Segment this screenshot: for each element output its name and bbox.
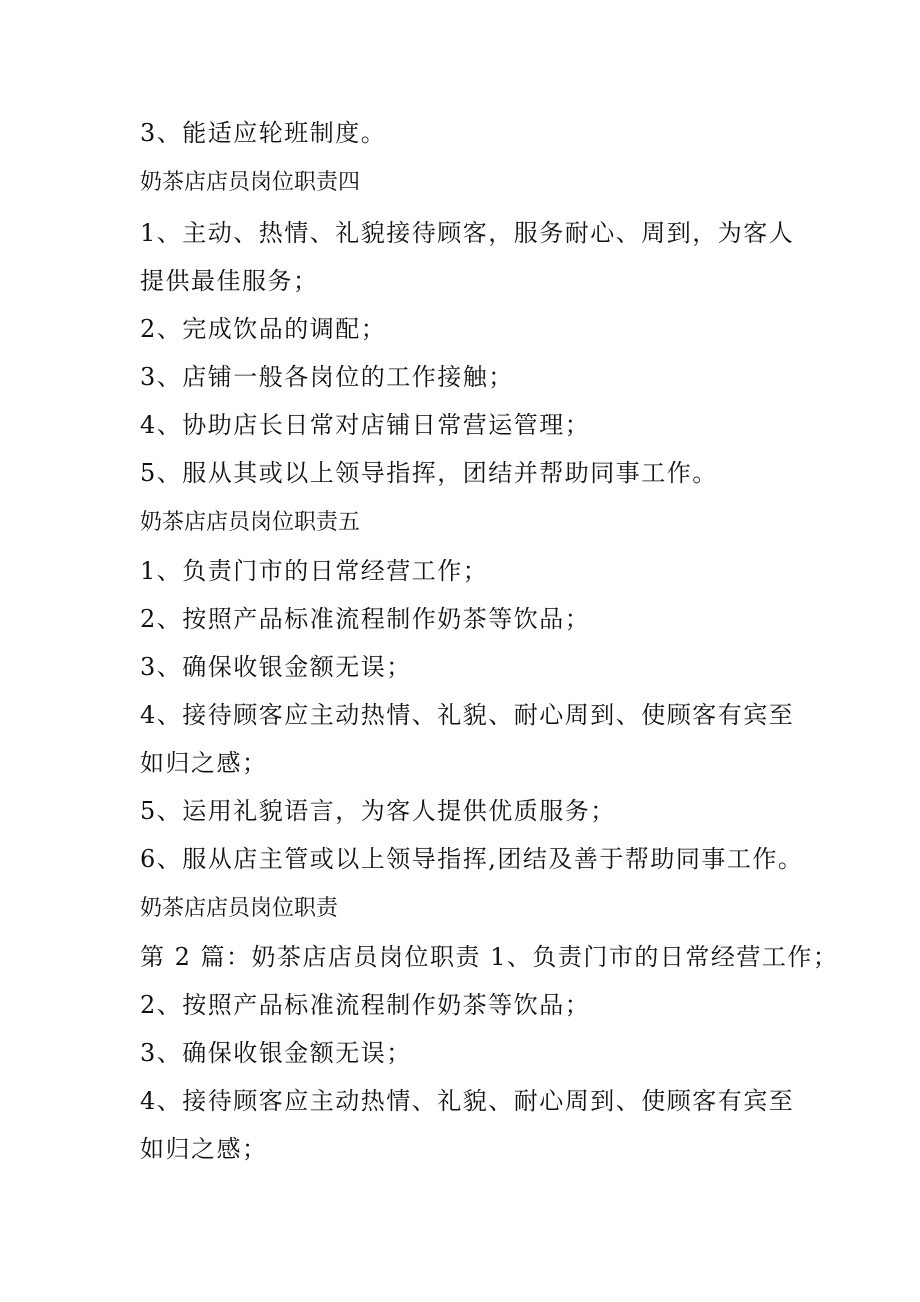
text-line: 2、按照产品标准流程制作奶茶等饮品； [140,991,591,1019]
text-line: 第 2 篇：奶茶店店员岗位职责 1、负责门市的日常经营工作； [140,943,839,971]
section-heading: 奶茶店店员岗位职责四 [140,170,361,195]
text-line: 3、店铺一般各岗位的工作接触； [140,363,514,391]
text-line: 4、协助店长日常对店铺日常营运管理； [140,411,591,439]
text-line: 4、接待顾客应主动热情、礼貌、耐心周到、使顾客有宾至 [140,701,795,729]
text-line: 1、负责门市的日常经营工作； [140,557,489,585]
text-line: 6、服从店主管或以上领导指挥,团结及善于帮助同事工作。 [140,845,804,873]
section-heading: 奶茶店店员岗位职责 [140,896,339,921]
text-line: 5、运用礼貌语言，为客人提供优质服务； [140,797,616,825]
section-heading: 奶茶店店员岗位职责五 [140,510,361,535]
text-line: 如归之感； [140,1135,268,1163]
text-line: 5、服从其或以上领导指挥，团结并帮助同事工作。 [140,459,718,487]
text-line: 3、确保收银金额无误； [140,653,412,681]
text-line: 4、接待顾客应主动热情、礼貌、耐心周到、使顾客有宾至 [140,1087,795,1115]
text-line: 3、确保收银金额无误； [140,1039,412,1067]
text-line: 提供最佳服务； [140,267,319,295]
text-line: 如归之感； [140,749,268,777]
text-line: 2、按照产品标准流程制作奶茶等饮品； [140,605,591,633]
text-line: 2、完成饮品的调配； [140,315,387,343]
text-line: 1、主动、热情、礼貌接待顾客，服务耐心、周到，为客人 [140,219,795,247]
text-line: 3、能适应轮班制度。 [140,119,387,147]
